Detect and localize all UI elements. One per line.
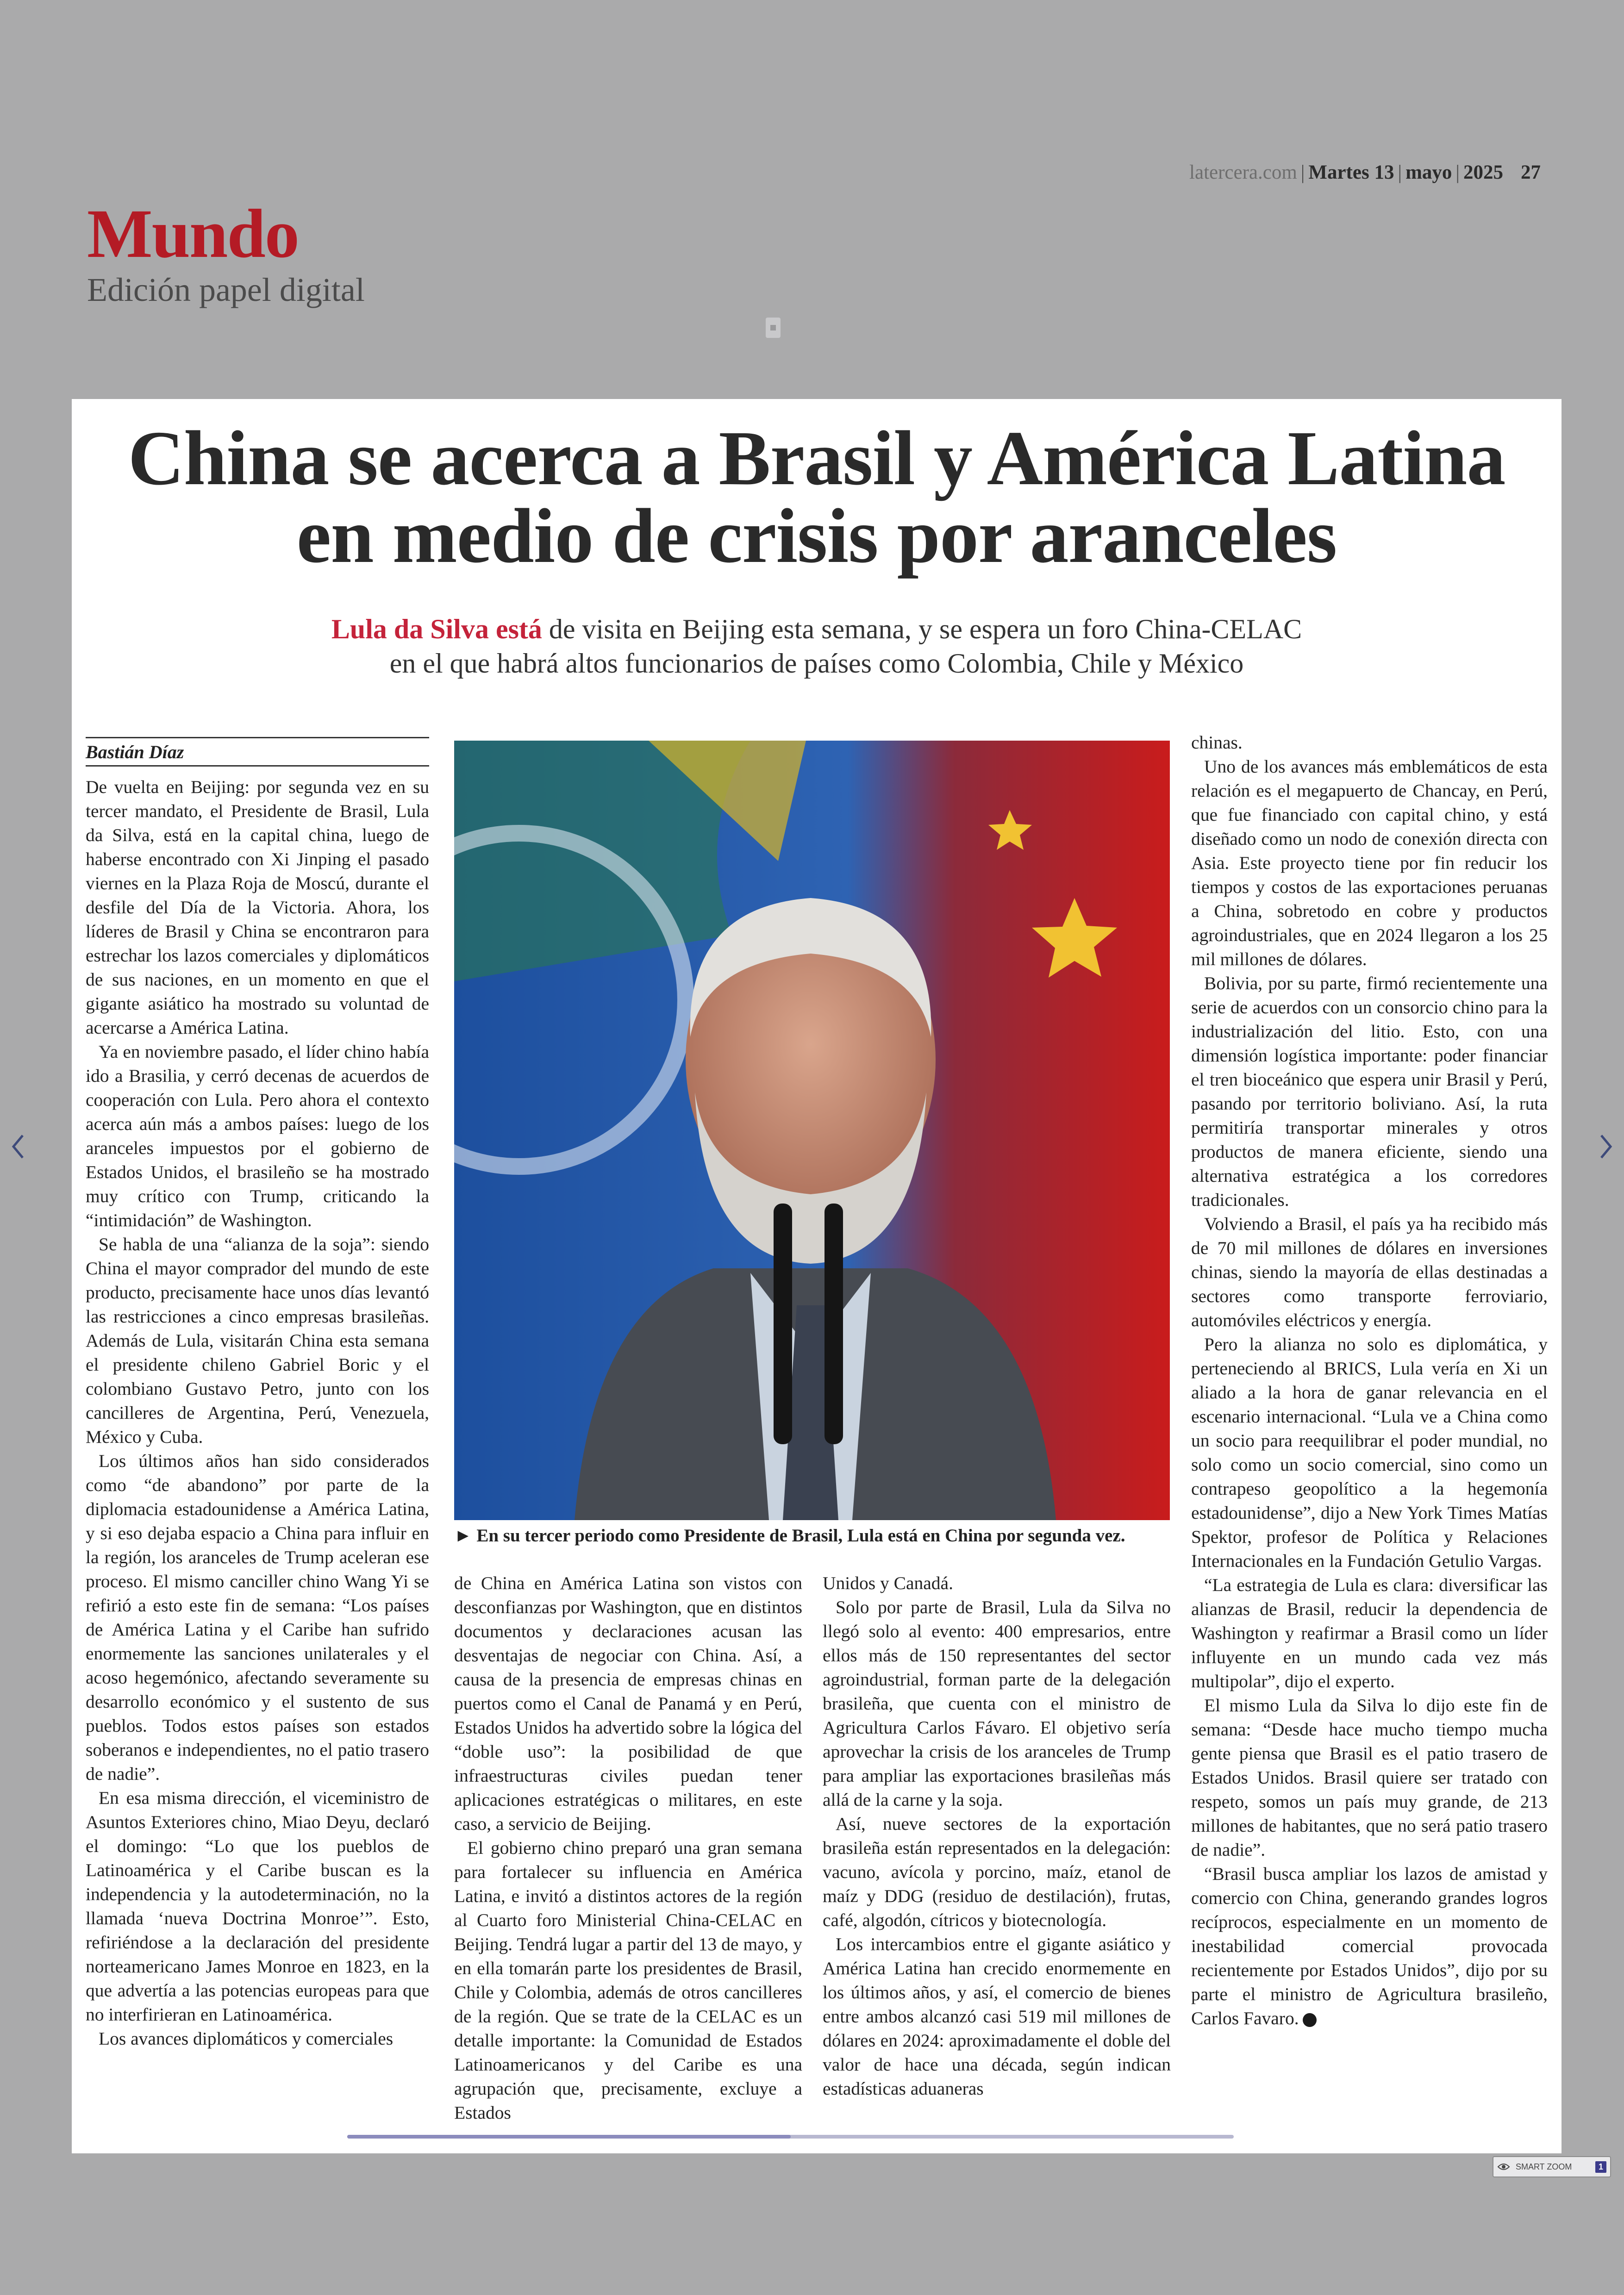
paragraph: de China en América Latina son vistos con desconfianzas por Washington, que en distintos documentos y declaraciones acusan las desventajas de negociar con China. Así, a causa de la presencia de empresas chinas en puertos como el Canal de Panamá y en Perú, Estados Unidos ha advertido sobre la lógica del “doble uso”: la posibilidad de que infraestructuras civiles puedan tener aplicaciones estratégicas o militares, en este caso, a servicio de Beijing. [454,1573,802,1834]
page-marker-icon[interactable] [766,318,781,338]
byline: Bastián Díaz [86,737,429,767]
paragraph: El gobierno chino preparó una gran semana para fortalecer su influencia en América Latina, e invitó a distintos actores de la región al Cuarto foro Ministerial China-CELAC en Beijing. Tendrá lugar a partir del 13 de mayo, y en ella tomarán parte los presidentes de Brasil, Chile y Colombia, además de otros cancilleres de la región. Que se trate de la CELAC es un detalle importante: la Comunidad de Estados Latinoamericanos y del Caribe es una agrupación que, precisamente, excluye a Estados [454,1838,802,2123]
paragraph: “Brasil busca ampliar los lazos de amistad y comercio con China, generando grandes logros recíprocos, especialmente en un momento de inestabilidad comercial provocada recientemente por Estados Unidos”, dijo por su parte el ministro de Agricultura brasileño, Carlos Favaro. [1191,1864,1548,2028]
chevron-left-icon [10,1133,25,1160]
article-column-4 [1191,730,1548,2030]
standfirst-text-2: en el que habrá altos funcionarios de países como Colombia, Chile y México [389,648,1244,679]
headline-line-1: China se acerca a Brasil y América Latina [128,415,1505,501]
date-day: Martes 13 [1308,162,1394,183]
paragraph: Uno de los avances más emblemáticos de esta relación es el megapuerto de Chancay, en Perú, que fue financiado con capital chino, y está diseñado como un nodo de conexión directa con Asia. Este proyecto tiene por fin reducir los tiempos y costos de las exportaciones peruanas a China, sobretodo en cobre y productos agroindustriales, que en 2024 llegaron a los 25 mil millones de dólares. [1191,756,1548,969]
paragraph: Así, nueve sectores de la exportación brasileña están representados en la delegación: vacuno, avícola y porcino, maíz, etanol de maíz y DDG (residuo de destilación), frutas, café, algodón, cítricos y biotecnología. [823,1814,1171,1930]
previous-page-button[interactable] [4,1126,31,1167]
paragraph: De vuelta en Beijing: por segunda vez en su tercer mandato, el Presidente de Brasil, Lula da Silva, está en la capital china, luego de haberse encontrado con Xi Jinping el pasado viernes en la Plaza Roja de Moscú, durante el desfile del Día de la Victoria. Ahora, los líderes de Brasil y China se encontraron para estrechar los lazos comerciales y diplomáticos de sus naciones, en un momento en que el gigante asiático ha mostrado su voluntad de acercarse a América Latina. [86,777,429,1038]
date-year: 2025 [1463,162,1503,183]
headline [72,415,1562,579]
chevron-right-icon [1599,1133,1614,1160]
standfirst-text-1: de visita en Beijing esta semana, y se espera un foro China-CELAC [542,614,1302,644]
article-column-2 [454,1571,802,2125]
site-name: latercera.com [1189,162,1297,183]
paragraph: Unidos y Canadá. [823,1573,953,1593]
eye-icon [1497,2163,1510,2171]
page-number: 27 [1521,162,1541,183]
date-month: mayo [1405,162,1452,183]
photo-caption: ► En su tercer periodo como Presidente de Brasil, Lula está en China por segunda vez. [454,1526,1125,1546]
article-photo [454,741,1170,1520]
paragraph: Volviendo a Brasil, el país ya ha recibido más de 70 mil millones de dólares en inversiones chinas, siendo la mayoría de ellas destinadas a sectores como transporte ferroviario, automóviles eléctricos y energía. [1191,1214,1548,1330]
standfirst-highlight: Lula da Silva está [331,614,542,644]
paragraph: Ya en noviembre pasado, el líder chino había ido a Brasilia, y cerró decenas de acuerdos de cooperación con Lula. Pero ahora el contexto acerca aún más a ambos países: luego de los aranceles impuestos por el gobierno de Estados Unidos, el brasileño se ha mostrado muy crítico con Trump, criticando la “intimidación” de Washington. [86,1041,429,1230]
smart-zoom-badge: 1 [1595,2161,1606,2173]
newspaper-page [72,399,1562,2153]
headline-line-2: en medio de crisis por aranceles [296,493,1337,579]
page-progress-fill [347,2135,791,2139]
paragraph: “La estrategia de Lula es clara: diversificar las alianzas de Brasil, reducir la dependencia de Washington y reafirmar a Brasil como un líder influyente en un mundo cada vez más multipolar”, dijo el experto. [1191,1575,1548,1691]
article-column-1 [86,737,429,2051]
paragraph: Solo por parte de Brasil, Lula da Silva no llegó solo al evento: 400 empresarios, entre ellos más de 150 representantes del sector agroindustrial, forman parte de la delegación brasileña, que cuenta con el ministro de Agricultura Carlos Fávaro. El objetivo sería aprovechar la crisis de los aranceles de Trump para ampliar las exportaciones brasileñas más allá de la carne y la soja. [823,1597,1171,1810]
paragraph: Los intercambios entre el gigante asiático y América Latina han crecido enormemente en los últimos años, y así, el comercio de bienes entre ambos alcanzó casi 519 mil millones de dólares en 2024: aproximadamente el doble del valor de hace una década, según indican estadísticas aduaneras [823,1934,1171,2099]
standfirst [72,612,1562,680]
dateline: latercera.com | Martes 13 | mayo | 2025 27 [1189,162,1541,183]
paragraph: Bolivia, por su parte, firmó recientemente una serie de acuerdos con un consorcio chino para la industrialización del litio. Esto, con una dimensión logística importante: poder financiar el tren bioceánico que espera unir Brasil y Perú, pasando por territorio boliviano. Así, la ruta permitiría transportar minerales y otros productos de manera eficiente, siendo una alternativa estratégica a los corredores tradicionales. [1191,973,1548,1210]
smart-zoom-button[interactable] [1493,2156,1611,2177]
paragraph: El mismo Lula da Silva lo dijo este fin de semana: “Desde hace mucho tiempo mucha gente piensa que Brasil es el patio trasero de Estados Unidos. Brasil quiere ser tratado con respeto, somos un país muy grande, de 213 millones de habitantes, que no será patio trasero de nadie”. [1191,1695,1548,1860]
paragraph: Los últimos años han sido considerados como “de abandono” por parte de la diplomacia estadounidense a América Latina, y si eso dejaba espacio a China para influir en la región, los aranceles de Trump aceleran ese proceso. El mismo canciller chino Wang Yi se refirió a esto este fin de semana: “Los países de América Latina y el Caribe han sufrido enormemente las sanciones unilaterales y el acoso hegemónico, afectando severamente su desarrollo económico y el sustento de sus pueblos. Todos estos países son estados soberanos e independientes, no el patio trasero de nadie”. [86,1451,429,1784]
next-page-button[interactable] [1593,1126,1620,1167]
section-subtitle: Edición papel digital [87,271,365,308]
smart-zoom-label: SMART ZOOM [1516,2162,1572,2171]
page-progress-bar[interactable] [347,2135,1234,2139]
paragraph: Se habla de una “alianza de la soja”: siendo China el mayor comprador del mundo de este producto, precisamente hace unos días levantó las restricciones a cinco empresas brasileñas. Además de Lula, visitarán China esta semana el presidente chileno Gabriel Boric y el colombiano Gustavo Petro, junto con los cancilleres de Argentina, Perú, Venezuela, México y Cuba. [86,1234,429,1447]
section-title: Mundo [87,195,299,272]
paragraph: Los avances diplomáticos y comerciales [99,2028,394,2049]
lula-portrait-image [454,741,1170,1520]
end-mark-icon [1303,2013,1317,2027]
paragraph: Pero la alianza no solo es diplomática, y perteneciendo al BRICS, Lula vería en Xi un aliado a la hora de ganar relevancia en el escenario internacional. “Lula ve a China como un socio para reequilibrar el poder mundial, no solo como un socio comercial, sino como un contrapeso geopolítico a la hegemonía estadounidense”, dijo a New York Times Matías Spektor, profesor de Política y Relaciones Internacionales en la Fundación Getulio Vargas. [1191,1334,1548,1571]
article-column-3 [823,1571,1171,2101]
paragraph: chinas. [1191,732,1243,753]
paragraph: En esa misma dirección, el viceministro de Asuntos Exteriores chino, Miao Deyu, declaró el domingo: “Lo que los pueblos de Latinoamérica y el Caribe buscan es la independencia y la autodeterminación, no la llamada ‘nueva Doctrina Monroe’”. Esto, refiriéndose a la declaración del presidente norteamericano James Monroe en 1823, en la que advertía a las potencias europeas para que no interfirieran en Latinoamérica. [86,1788,429,2025]
